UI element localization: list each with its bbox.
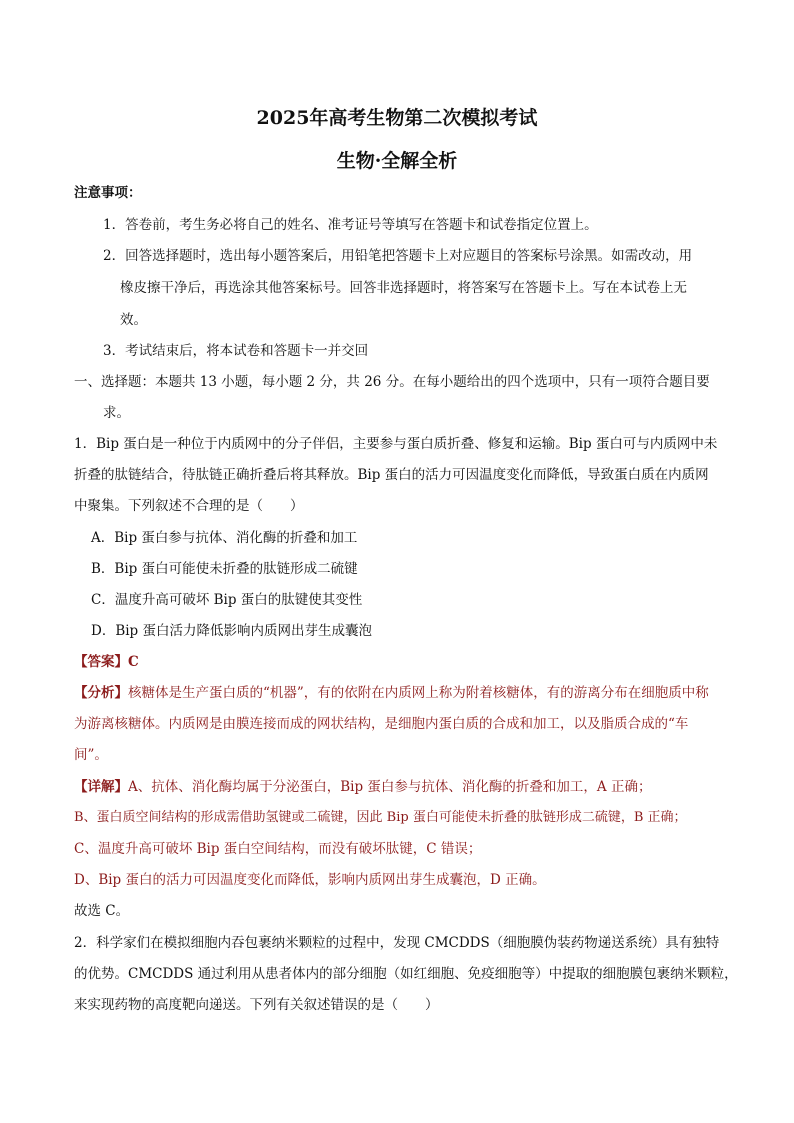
notice-item: 2．回答选择题时，选出每小题答案后，用铅笔把答题卡上对应题目的答案标号涂黑。如需改动，用 bbox=[103, 248, 693, 264]
question-stem: 折叠的肽链结合，待肽链正确折叠后将其释放。Bip 蛋白的活力可因温度变化而降低，导致蛋白质在内质网 bbox=[74, 467, 709, 483]
notice-item: 橡皮擦干净后，再选涂其他答案标号。回答非选择题时，将答案写在答题卡上。写在本试卷上无 bbox=[120, 280, 687, 296]
notice-heading: 注意事项： bbox=[74, 185, 142, 201]
notice-item: 效。 bbox=[120, 312, 147, 328]
answer-label: 【答案】 bbox=[74, 654, 128, 670]
answer-row bbox=[74, 652, 139, 672]
detail-label: 【详解】 bbox=[74, 779, 128, 795]
option-a: A．Bip 蛋白参与抗体、消化酶的折叠和加工 bbox=[91, 530, 358, 546]
page-subtitle: 生物·全解全析 bbox=[336, 150, 458, 172]
option-d: D．Bip 蛋白活力降低影响内质网出芽生成囊泡 bbox=[91, 623, 372, 639]
analysis-label: 【分析】 bbox=[74, 685, 128, 701]
question-stem: 中聚集。下列叙述不合理的是（ ） bbox=[74, 498, 304, 514]
detail-text: D、Bip 蛋白的活力可因温度变化而降低，影响内质网出芽生成囊泡，D 正确。 bbox=[74, 872, 546, 888]
detail-text: B、蛋白质空间结构的形成需借助氢键或二硫键，因此 Bip 蛋白可能使未折叠的肽链形成二硫键，B 正确； bbox=[74, 810, 687, 825]
analysis-text: 间”。 bbox=[74, 747, 108, 763]
question-stem: 2．科学家们在模拟细胞内吞包裹纳米颗粒的过程中，发现 CMCDDS（细胞膜伪装药物递送系统）具有独特 bbox=[74, 935, 720, 951]
analysis-text: 核糖体是生产蛋白质的“机器”，有的依附在内质网上称为附着核糖体，有的游离分布在细胞质中称 bbox=[128, 685, 709, 701]
detail-row bbox=[74, 777, 651, 797]
conclusion: 故选 C。 bbox=[74, 903, 130, 919]
question-stem: 来实现药物的高度靶向递送。下列有关叙述错误的是（ ） bbox=[74, 997, 439, 1013]
notice-item: 3．考试结束后，将本试卷和答题卡一并交回 bbox=[103, 343, 369, 359]
page-title: 2025年高考生物第二次模拟考试 bbox=[256, 107, 538, 129]
section-heading: 一、选择题：本题共 13 小题，每小题 2 分，共 26 分。在每小题给出的四个选项中，只有一项符合题目要 bbox=[74, 374, 710, 390]
answer-value: C bbox=[128, 654, 139, 670]
option-b: B．Bip 蛋白可能使未折叠的肽链形成二硫键 bbox=[91, 561, 358, 577]
analysis-row bbox=[74, 683, 709, 703]
question-stem: 1．Bip 蛋白是一种位于内质网中的分子伴侣，主要参与蛋白质折叠、修复和运输。Bip 蛋白可与内质网中未 bbox=[74, 436, 718, 452]
notice-item: 1．答卷前，考生务必将自己的姓名、准考证号等填写在答题卡和试卷指定位置上。 bbox=[103, 217, 598, 233]
option-c: C．温度升高可破坏 Bip 蛋白的肽键使其变性 bbox=[91, 592, 363, 608]
section-heading-cont: 求。 bbox=[103, 405, 130, 421]
analysis-text: 为游离核糖体。内质网是由膜连接而成的网状结构，是细胞内蛋白质的合成和加工，以及脂质合成的“车 bbox=[74, 716, 689, 732]
detail-text: C、温度升高可破坏 Bip 蛋白空间结构，而没有破坏肽键，C 错误； bbox=[74, 841, 482, 857]
detail-text: A、抗体、消化酶均属于分泌蛋白，Bip 蛋白参与抗体、消化酶的折叠和加工，A 正确； bbox=[128, 779, 652, 795]
question-stem: 的优势。CMCDDS 通过利用从患者体内的部分细胞（如红细胞、免疫细胞等）中提取的细胞膜包裹纳米颗粒， bbox=[74, 966, 738, 982]
